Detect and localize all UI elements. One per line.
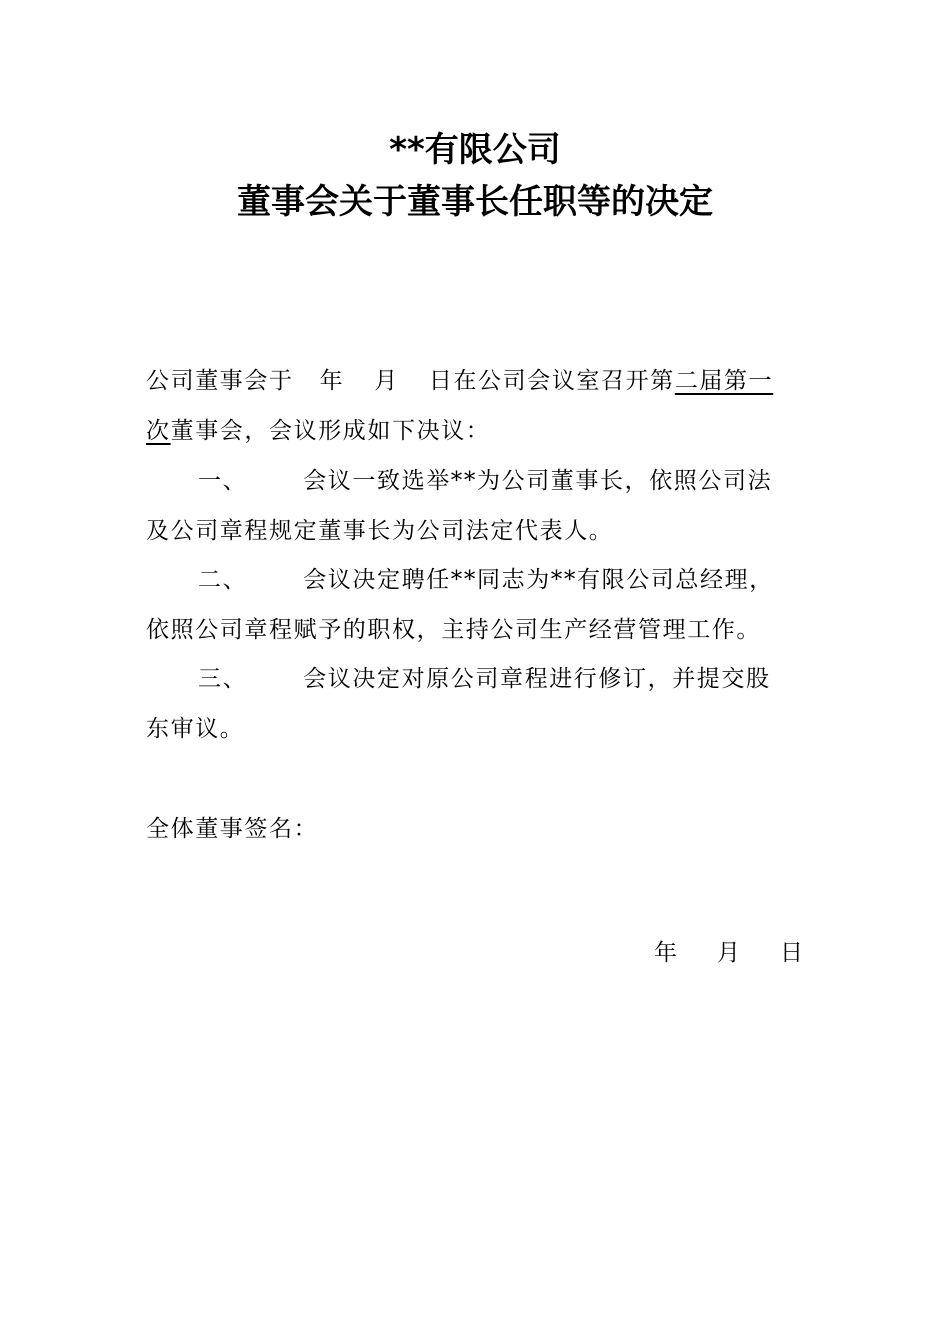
- intro-year: 年: [319, 368, 345, 394]
- date-month: 月: [717, 940, 740, 966]
- resolution-text: 依照公司章程赋予的职权，主持公司生产经营管理工作。: [146, 617, 761, 643]
- signature-label: 全体董事签名：: [146, 816, 319, 842]
- resolution-text: 会议决定聘任**同志为**有限公司总经理，: [303, 567, 774, 593]
- resolution-item-3-cont: [146, 714, 244, 744]
- date-day: 日: [780, 940, 803, 966]
- resolution-text: 会议决定对原公司章程进行修订，并提交股: [303, 666, 771, 692]
- signature-date: [654, 938, 803, 968]
- resolution-item-1-cont: [146, 516, 613, 546]
- intro-line-1: [146, 366, 773, 396]
- intro-text-3: 董事会，会议形成如下决议：: [170, 418, 491, 444]
- document-title-decision: 董事会关于董事长任职等的决定: [237, 182, 713, 222]
- intro-session-underlined: 二届第一: [674, 368, 774, 394]
- resolution-text: 及公司章程规定董事长为公司法定代表人。: [146, 518, 614, 544]
- intro-session-underlined-cont: 次: [146, 418, 171, 444]
- intro-month: 月: [374, 368, 399, 394]
- resolution-item-2-cont: [146, 615, 761, 645]
- date-year: 年: [654, 940, 677, 966]
- resolution-number: 二、: [198, 567, 248, 593]
- resolution-text: 东审议。: [146, 716, 245, 742]
- resolution-number: 一、: [198, 468, 248, 494]
- intro-text-2: 日在公司会议室召开第: [428, 368, 675, 394]
- resolution-item-1: [198, 466, 772, 496]
- resolution-number: 三、: [198, 666, 248, 692]
- document-title-company: **有限公司: [389, 130, 561, 170]
- resolution-item-3: [198, 664, 771, 694]
- resolution-text: 会议一致选举**为公司董事长，依照公司法: [303, 468, 773, 494]
- intro-line-2: [146, 416, 490, 446]
- intro-text-1: 公司董事会于: [146, 368, 294, 394]
- resolution-item-2: [198, 565, 774, 595]
